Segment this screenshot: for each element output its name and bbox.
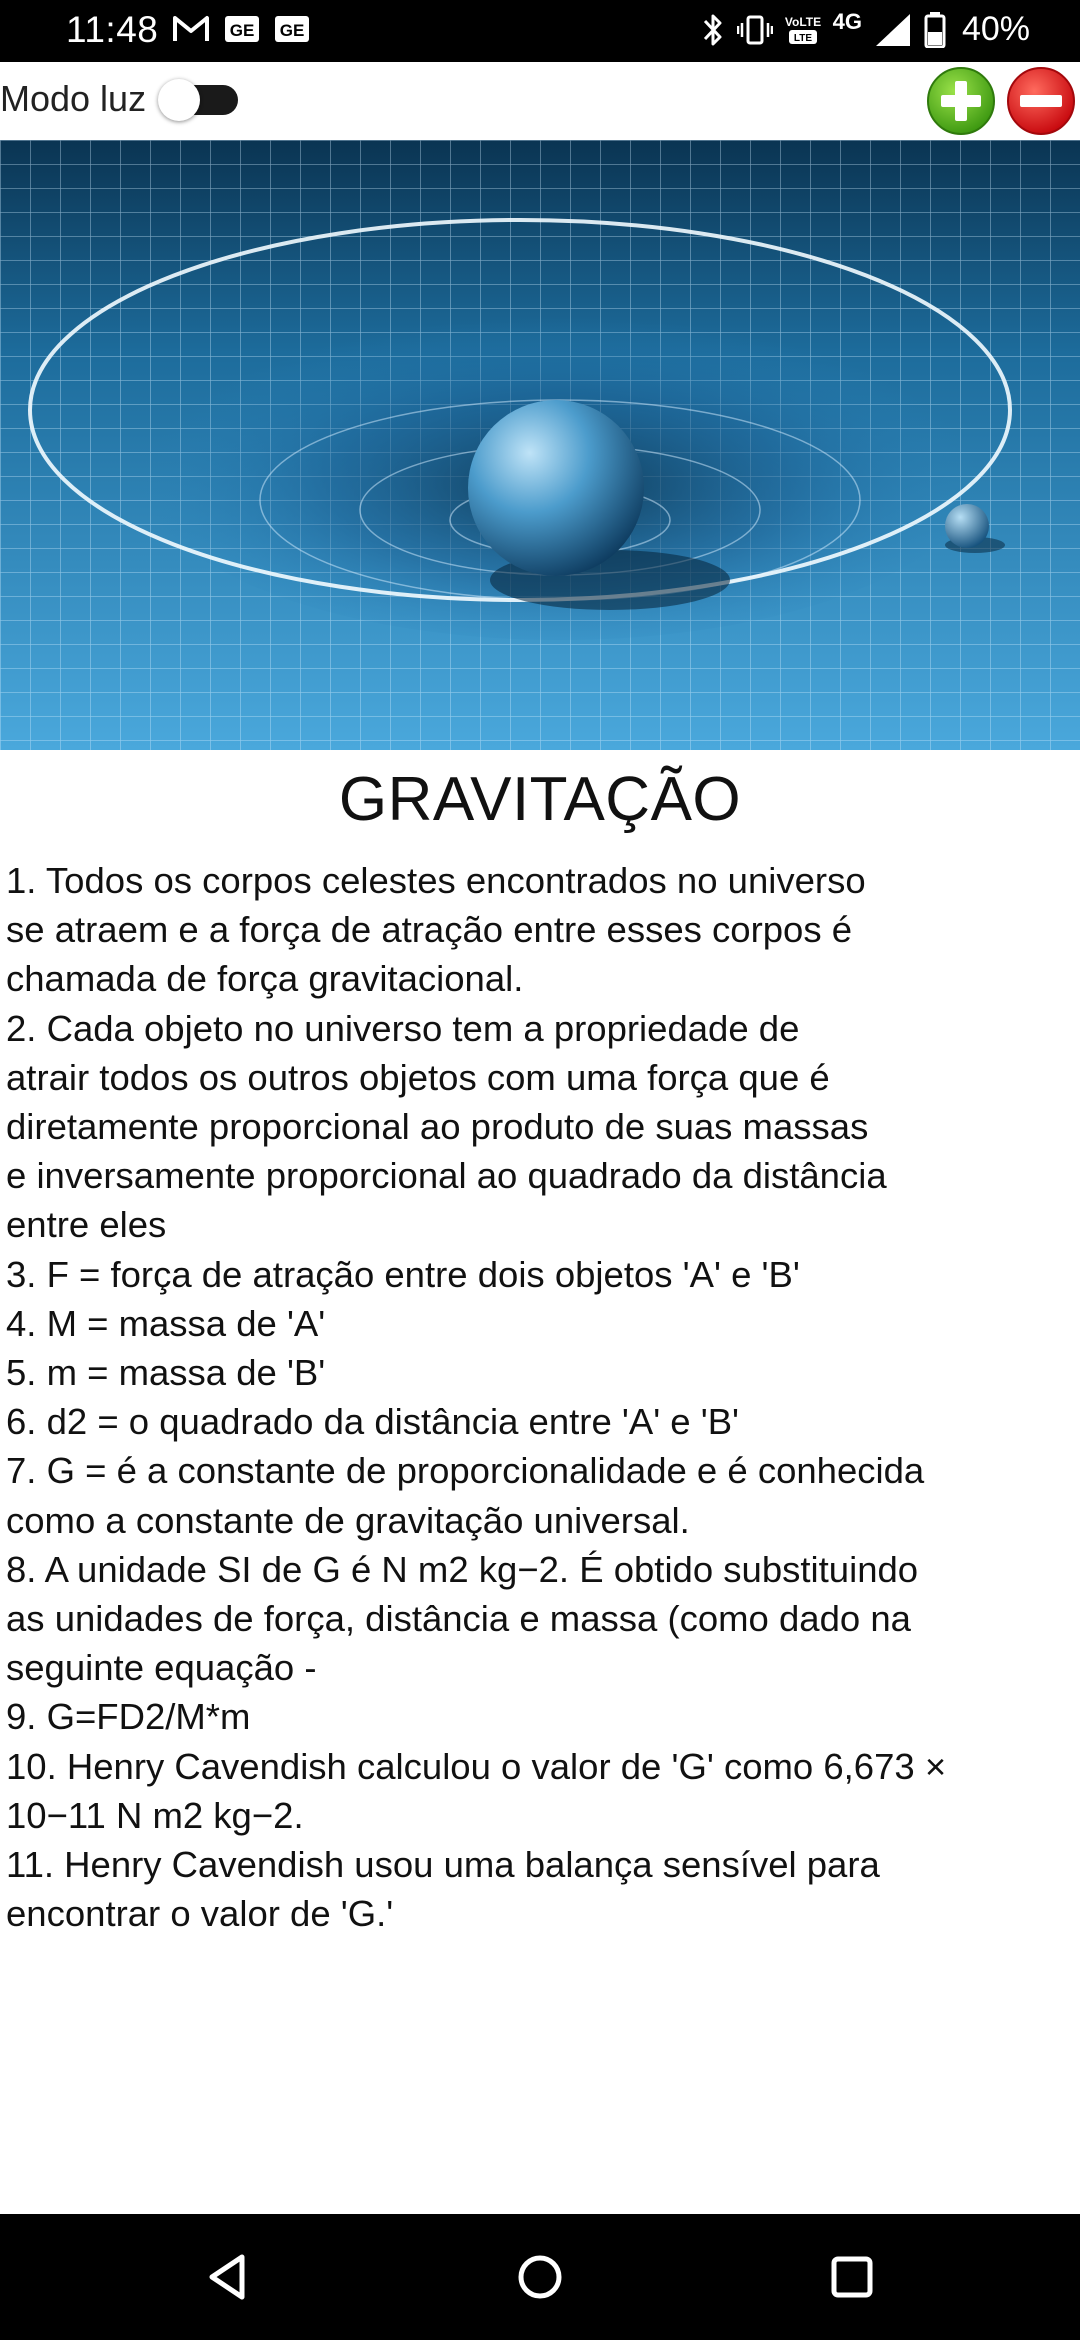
system-icons [701, 10, 1030, 49]
list-item: 9. G=FD2/M*m [6, 1696, 251, 1738]
list-item: 2. Cada objeto no universo tem a propriedade de atrair todos os outros objetos com uma força que é diretamente proporcional ao produto de suas massas e inversamente proporcional ao quadrado da distância entre eles [6, 1007, 887, 1246]
status-bar [0, 0, 1080, 62]
status-time: 11:48 [66, 9, 159, 50]
notification-icons [172, 14, 310, 44]
list-item: 7. G = é a constante de proporcionalidade e é conhecida como a constante de gravitação universal. [6, 1450, 925, 1541]
svg-text:GE: GE [279, 21, 305, 40]
light-mode-label: Modo luz [0, 78, 147, 119]
page-title: GRAVITAÇÃO [338, 765, 742, 834]
svg-text:GE: GE [229, 21, 255, 40]
spacetime-curvature-image [0, 140, 1080, 750]
home-icon[interactable] [510, 2247, 570, 2307]
toolbar [0, 62, 1080, 140]
list-item: 8. A unidade SI de G é N m2 kg−2. É obtido substituindo as unidades de força, distância e massa (como dado na seguinte equação - [6, 1548, 919, 1689]
battery-icon [924, 12, 946, 48]
network-type: 4G [832, 8, 862, 34]
article-content [6, 856, 1076, 1938]
volte-icon [785, 12, 821, 48]
list-item: 10. Henry Cavendish calculou o valor de 'G' como 6,673 × 10−11 N m2 kg−2. [6, 1745, 947, 1836]
recents-icon[interactable] [822, 2247, 882, 2307]
ge-icon [274, 15, 310, 43]
list-item: 3. F = força de atração entre dois objetos 'A' e 'B' [6, 1253, 800, 1295]
minus-circle-icon[interactable] [1006, 66, 1076, 136]
bluetooth-icon [701, 11, 725, 49]
vibrate-icon [737, 12, 773, 48]
list-item: 4. M = massa de 'A' [6, 1302, 326, 1344]
list-item: 1. Todos os corpos celestes encontrados no universo se atraem e a força de atração entre esses corpos é chamada de força gravitacional. [6, 860, 866, 1000]
ge-icon [224, 15, 260, 43]
light-mode-toggle[interactable] [158, 79, 240, 121]
plus-circle-icon[interactable] [926, 66, 996, 136]
list-item: 5. m = massa de 'B' [6, 1352, 326, 1394]
hero-image [0, 140, 1080, 750]
list-item: 11. Henry Cavendish usou uma balança sensível para encontrar o valor de 'G.' [6, 1844, 880, 1935]
svg-text:LTE: LTE [793, 32, 812, 44]
gmail-icon [172, 14, 210, 44]
signal-icon [874, 12, 912, 48]
list-item: 6. d2 = o quadrado da distância entre 'A' e 'B' [6, 1401, 740, 1443]
toggle-thumb [158, 79, 200, 121]
svg-text:VoLTE: VoLTE [784, 14, 821, 29]
navigation-bar [0, 2214, 1080, 2340]
battery-percentage: 40% [961, 10, 1030, 48]
back-icon[interactable] [198, 2247, 258, 2307]
